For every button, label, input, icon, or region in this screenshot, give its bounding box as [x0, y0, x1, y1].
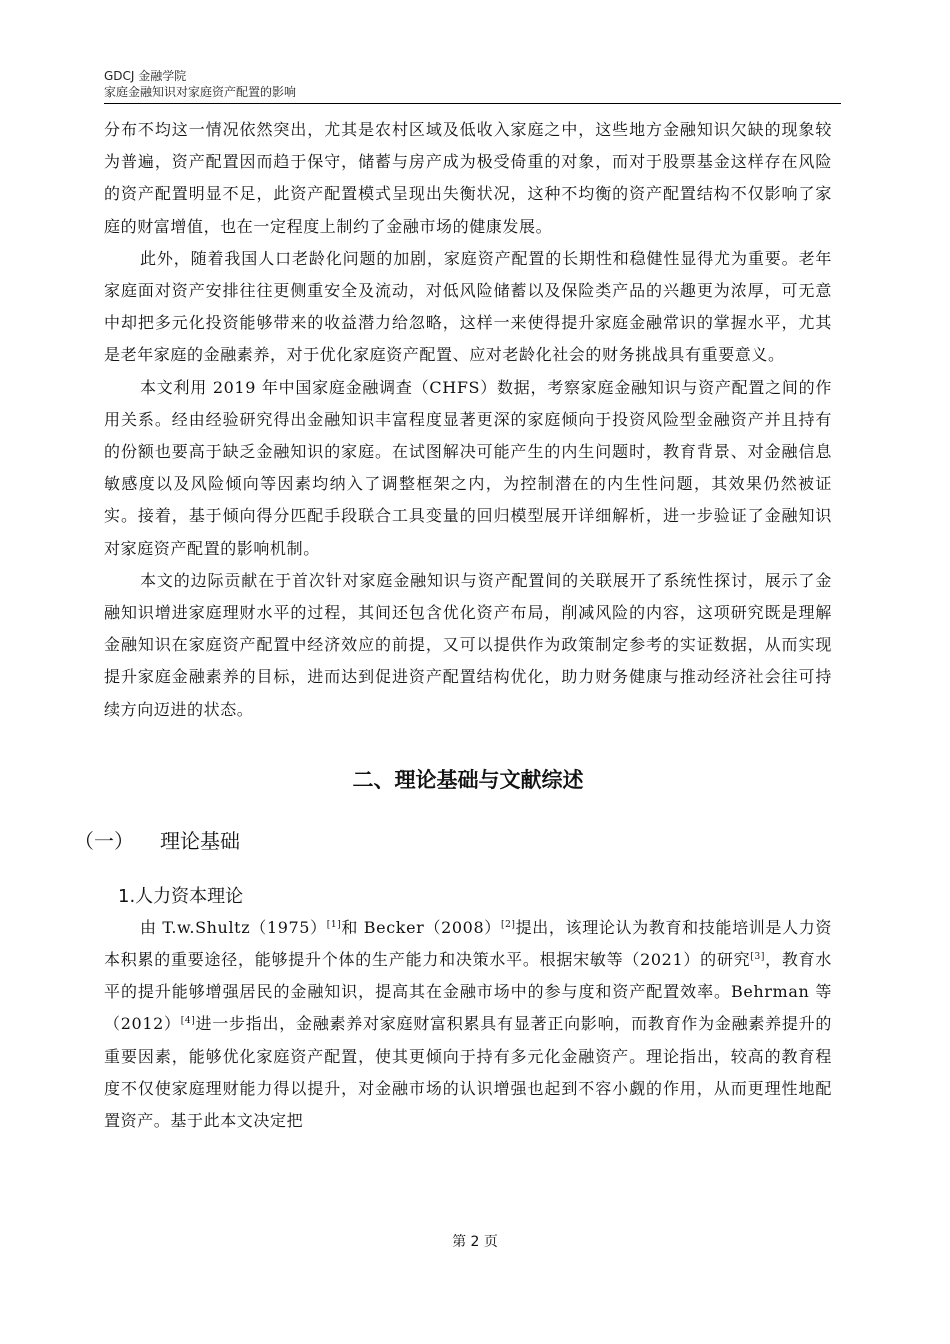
- body-paragraph: 本文的边际贡献在于首次针对家庭金融知识与资产配置间的关联展开了系统性探讨，展示了金融知识增进家庭理财水平的过程，其间还包含优化资产布局，削减风险的内容，这项研究既是理解金融知识在家庭资产配置中经济效应的前提，又可以提供作为政策制定参考的实证数据，从而实现提升家庭金融素养的目标，进而达到促进资产配置结构优化，助力财务健康与推动经济社会往可持续方向迈进的状态。: [104, 570, 832, 719]
- text-run: 和 Becker（2008）: [341, 917, 501, 937]
- citation-ref-3: [3]: [750, 952, 765, 963]
- page-number: 第 2 页: [452, 1234, 498, 1250]
- subsubsection-heading: 1.人力资本理论: [118, 885, 244, 907]
- body-paragraph: 本文利用 2019 年中国家庭金融调查（CHFS）数据，考察家庭金融知识与资产配置之间的作用关系。经由经验研究得出金融知识丰富程度显著更深的家庭倾向于投资风险型金融资产并且持有的份额也要高于缺乏金融知识的家庭。在试图解决可能产生的内生问题时，教育背景、对金融信息敏感度以及风险倾向等因素均纳入了调整框架之内，为控制潜在的内生性问题，其效果仍然被证实。接着，基于倾向得分匹配手段联合工具变量的回归模型展开详细解析，进一步验证了金融知识对家庭资产配置的影响机制。: [104, 377, 832, 558]
- text-run: ，教育水平的提升能够增强居民的金融知识，提高其在金融市场中的参与度和资产配置效率。Behrman 等（2012）: [104, 950, 832, 1034]
- running-header: [104, 68, 841, 100]
- header-rule: [104, 103, 841, 104]
- citation-ref-2: [2]: [500, 919, 516, 930]
- text-run: 提出，该理论认为教育和技能培训是人力资本积累的重要途径，能够提升个体的生产能力和决策水平。根据宋敏等（2021）的研究: [104, 917, 832, 970]
- section-heading: 二、理论基础与文献综述: [352, 767, 584, 792]
- text-run: 进一步指出，金融素养对家庭财富积累具有显著正向影响，而教育作为金融素养提升的重要因素，能够优化家庭资产配置，使其更倾向于持有多元化金融资产。理论指出，较高的教育程度不仅使家庭理财能力得以提升，对金融市场的认识增强也起到不容小觑的作用，从而更理性地配置资产。基于此本文决定把: [104, 1014, 832, 1131]
- subsection-title: 理论基础: [160, 828, 240, 853]
- header-paper-title: 家庭金融知识对家庭资产配置的影响: [104, 85, 297, 99]
- page-body: [74, 114, 832, 1137]
- subsection-heading: [74, 824, 832, 858]
- text-run: 由 T.w.Shultz（1975）: [140, 917, 327, 937]
- body-paragraph-cited: [104, 912, 832, 1137]
- citation-ref-1: [1]: [326, 919, 342, 930]
- body-paragraph: 分布不均这一情况依然突出，尤其是农村区域及低收入家庭之中，这些地方金融知识欠缺的现象较为普遍，资产配置因而趋于保守，储蓄与房产成为极受倚重的对象，而对于股票基金这样存在风险的资产配置明显不足，此资产配置模式呈现出失衡状况，这种不均衡的资产配置结构不仅影响了家庭的财富增值，也在一定程度上制约了金融市场的健康发展。: [104, 120, 832, 236]
- subsection-number: （一）: [74, 828, 134, 853]
- header-institution: GDCJ 金融学院: [104, 69, 187, 83]
- citation-ref-4: [4]: [180, 1016, 196, 1027]
- body-paragraph: 此外，随着我国人口老龄化问题的加剧，家庭资产配置的长期性和稳健性显得尤为重要。老年家庭面对资产安排往往更侧重安全及流动，对低风险储蓄以及保险类产品的兴趣更为浓厚，可无意中却把多元化投资能够带来的收益潜力给忽略，这样一来使得提升家庭金融常识的掌握水平，尤其是老年家庭的金融素养，对于优化家庭资产配置、应对老龄化社会的财务挑战具有重要意义。: [104, 248, 832, 365]
